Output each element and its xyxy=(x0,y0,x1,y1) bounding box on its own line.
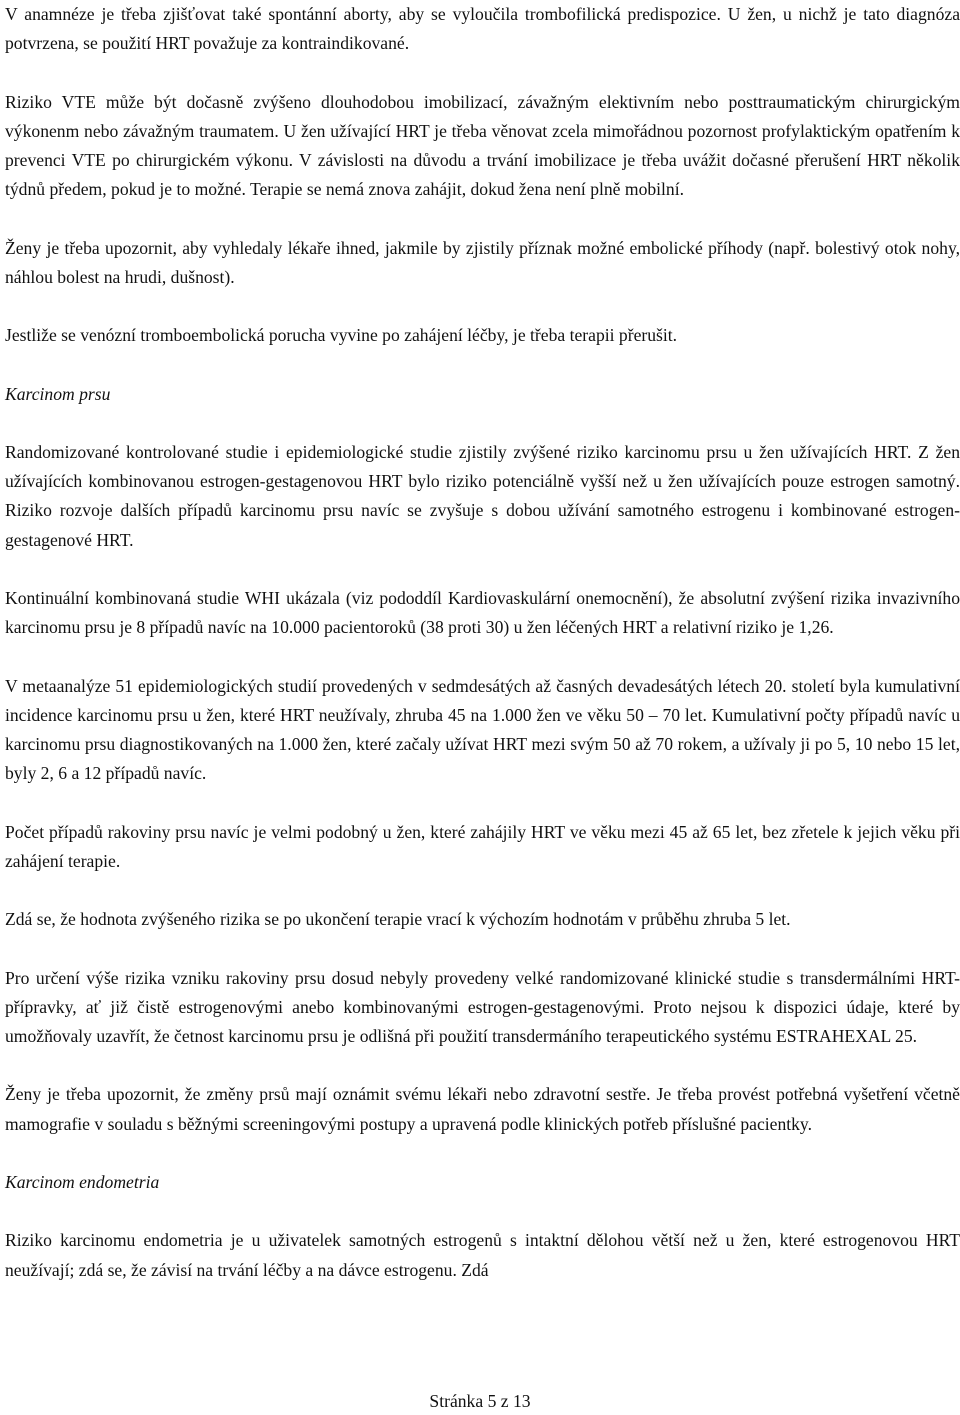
paragraph-whi-study: Kontinuální kombinovaná studie WHI ukázala (viz pododdíl Kardiovaskulární onemocnění), že absolutní zvýšení rizika invazivního karcinomu prsu je 8 případů navíc na 10.000 pacientoroků (38 proti 30) u žen léčených HRT a relativní riziko je 1,26. xyxy=(5,587,960,638)
paragraph-embolic-warning: Ženy je třeba upozornit, aby vyhledaly lékaře ihned, jakmile by zjistily příznak možné embolické příhody (např. bolestivý otok nohy, náhlou bolest na hrudi, dušnost). xyxy=(5,237,960,287)
paragraph-risk-return: Zdá se, že hodnota zvýšeného rizika se po ukončení terapie vrací k výchozím hodnotám v průběhu zhruba 5 let. xyxy=(5,909,791,930)
document-page xyxy=(5,0,960,1285)
heading-breast-cancer: Karcinom prsu xyxy=(5,383,111,404)
paragraph-endometrial-risk: Riziko karcinomu endometria je u uživatelek samotných estrogenů s intaktní dělohou větší než u žen, které estrogenovou HRT neužívají; zdá se, že závisí na trvání léčby a na dávce estrogenu. Zdá xyxy=(5,1230,960,1280)
paragraph-vte-risk: Riziko VTE může být dočasně zvýšeno dlouhodobou imobilizací, závažným elektivním nebo posttraumatickým chirurgickým výkonenm nebo závažným traumatem. U žen užívající HRT je třeba věnovat zcela mimořádnou pozornost profylaktickým opatřením k prevenci VTE po chirurgickém výkonu. V závislosti na důvodu a trvání imobilizace je třeba uvážit dočasné přerušení HRT několik týdnů předem, pokud je to možné. Terapie se nemá znova zahájit, dokud žena není plně mobilní. xyxy=(5,91,960,200)
paragraph-therapy-interruption: Jestliže se venózní tromboembolická porucha vyvine po zahájení léčby, je třeba terapii přerušit. xyxy=(5,325,678,346)
page-number: Stránka 5 z 13 xyxy=(429,1391,531,1411)
paragraph-breast-changes: Ženy je třeba upozornit, že změny prsů mají oznámit svému lékaři nebo zdravotní sestře. Je třeba provést potřebná vyšetření včetně mamografie v souladu s běžnými screeningovými postupy a upravená podle klinických potřeb příslušné pacientky. xyxy=(5,1084,960,1134)
heading-endometrial-cancer: Karcinom endometria xyxy=(5,1171,160,1192)
paragraph-transdermal: Pro určení výše rizika vzniku rakoviny prsu dosud nebyly provedeny velké randomizované klinické studie s transdermálními HRT-přípravky, ať již čistě estrogenovými anebo kombinovanými estrogen-gestagenovými. Proto nejsou k dispozici údaje, které by umožňovaly uzavřít, že četnost karcinomu prsu je odlišná při použití transdermáního terapeutického systému ESTRAHEXAL 25. xyxy=(5,967,960,1046)
paragraph-case-count: Počet případů rakoviny prsu navíc je velmi podobný u žen, které zahájily HRT ve věku mezi 45 až 65 let, bez zřetele k jejich věku při zahájení terapie. xyxy=(5,821,960,871)
paragraph-metaanalysis: V metaanalýze 51 epidemiologických studií provedených v sedmdesátých až časných devadesátých létech 20. století byla kumulativní incidence karcinomu prsu u žen, které HRT neužívaly, zhruba 45 na 1.000 žen ve věku 50 – 70 let. Kumulativní počty případů navíc u karcinomu prsu diagnostikovaných na 1.000 žen, které začaly užívat HRT mezi svým 50 až 70 rokem, a užívaly ji po 5, 10 nebo 15 let, byly 2, 6 a 12 případů navíc. xyxy=(5,675,960,784)
paragraph-breast-cancer-studies: Randomizované kontrolované studie i epidemiologické studie zjistily zvýšené riziko karcinomu prsu u žen užívajících HRT. Z žen užívajících kombinovanou estrogen-gestagenovou HRT bylo riziko potenciálně vyšší než u žen užívajících pouze estrogen samotný. Riziko rozvoje dalších případů karcinomu prsu navíc se zvyšuje s dobou užívání samotného estrogenu i kombinované estrogen-gestagenové HRT. xyxy=(5,441,960,550)
paragraph-anamnesis: V anamnéze je třeba zjišťovat také spontánní aborty, aby se vyloučila trombofilická predispozice. U žen, u nichž je tato diagnóza potvrzena, se použití HRT považuje za kontraindikované. xyxy=(5,4,960,54)
